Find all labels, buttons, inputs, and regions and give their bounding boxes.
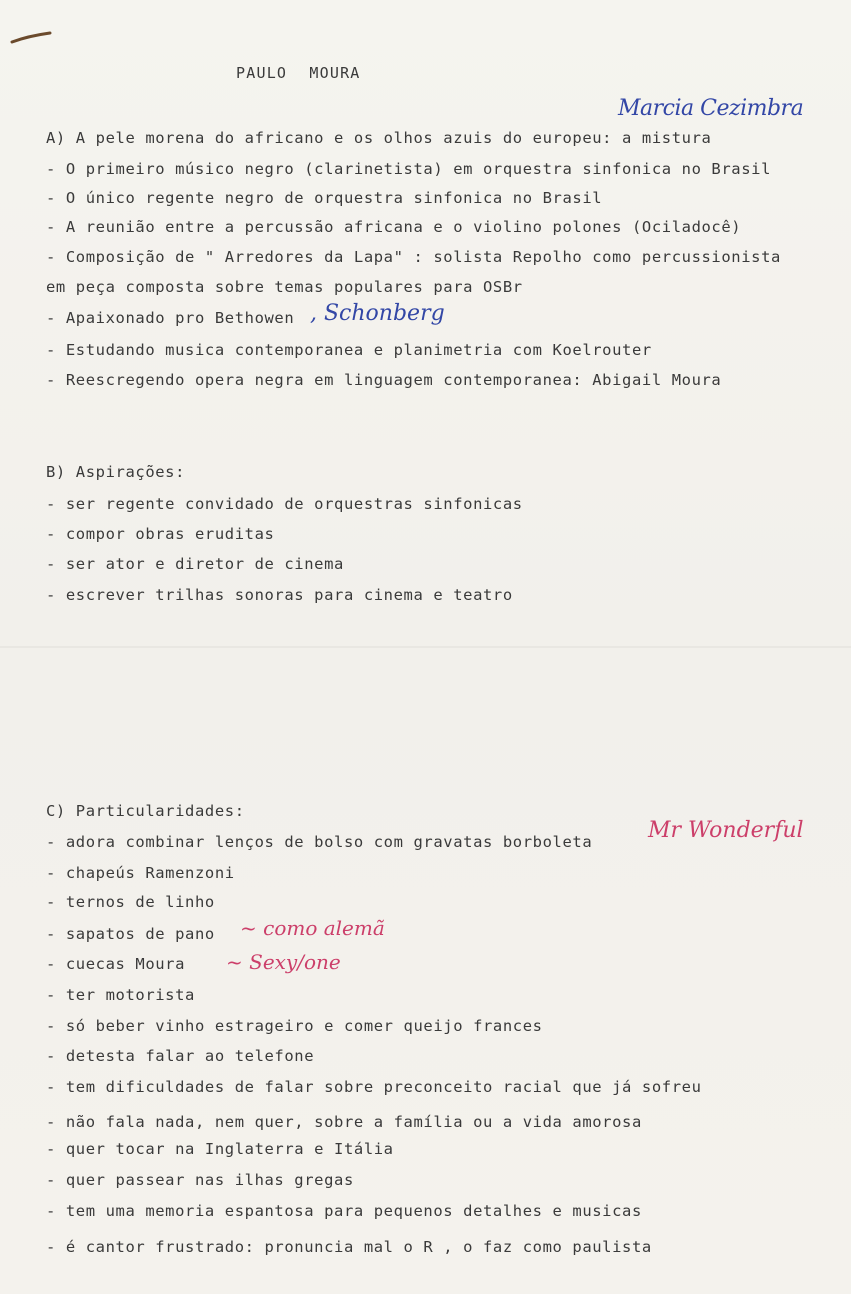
section-b-line: - escrever trilhas sonoras para cinema e teatro [46,586,513,604]
section-c-line: - ternos de linho [46,893,215,911]
section-c-line: - quer passear nas ilhas gregas [46,1171,354,1189]
section-a-line: - Apaixonado pro Bethowen [46,309,295,327]
section-c-line: - é cantor frustrado: pronuncia mal o R , o faz como paulista [46,1238,652,1256]
section-c-line: - detesta falar ao telefone [46,1047,315,1065]
section-c-line: - adora combinar lenços de bolso com gravatas borboleta [46,833,593,851]
section-a-line: - Reescregendo opera negra em linguagem contemporanea: Abigail Moura [46,371,722,389]
handwritten-sexy-one: ~ Sexy/one [226,950,341,974]
pencil-mark [8,30,54,46]
handwritten-como-alema: ~ como alemã [240,916,385,940]
handwritten-author-name: Marcia Cezimbra [618,96,804,121]
section-c-line: - sapatos de pano [46,925,215,943]
page-fold [0,646,851,648]
section-c-line: - tem uma memoria espantosa para pequenos detalhes e musicas [46,1202,642,1220]
section-b-heading: B) Aspirações: [46,463,186,481]
section-a-line: em peça composta sobre temas populares para OSBr [46,278,523,296]
section-c-line: - não fala nada, nem quer, sobre a família ou a vida amorosa [46,1113,642,1131]
section-c-line: - só beber vinho estrageiro e comer queijo frances [46,1017,543,1035]
section-a-line: A) A pele morena do africano e os olhos azuis do europeu: a mistura [46,129,712,147]
section-a-line: - O primeiro músico negro (clarinetista) em orquestra sinfonica no Brasil [46,160,772,178]
section-c-line: - chapeús Ramenzoni [46,864,235,882]
section-c-line: - tem dificuldades de falar sobre preconceito racial que já sofreu [46,1078,702,1096]
section-c-line: - cuecas Moura [46,955,186,973]
section-a-line: - Composição de " Arredores da Lapa" : solista Repolho como percussionista [46,248,781,266]
section-a-line: - Estudando musica contemporanea e planimetria com Koelrouter [46,341,652,359]
page-title: PAULO MOURA [236,64,361,82]
section-b-line: - ser ator e diretor de cinema [46,555,344,573]
section-c-heading: C) Particularidades: [46,802,245,820]
section-b-line: - ser regente convidado de orquestras sinfonicas [46,495,523,513]
handwritten-schonberg: , Schonberg [310,301,445,326]
section-a-line: - A reunião entre a percussão africana e o violino polones (Ociladocê) [46,218,742,236]
section-c-line: - quer tocar na Inglaterra e Itália [46,1140,394,1158]
handwritten-mr-wonderful: Mr Wonderful [648,818,804,843]
section-a-line: - O único regente negro de orquestra sinfonica no Brasil [46,189,603,207]
section-b-line: - compor obras eruditas [46,525,275,543]
section-c-line: - ter motorista [46,986,195,1004]
